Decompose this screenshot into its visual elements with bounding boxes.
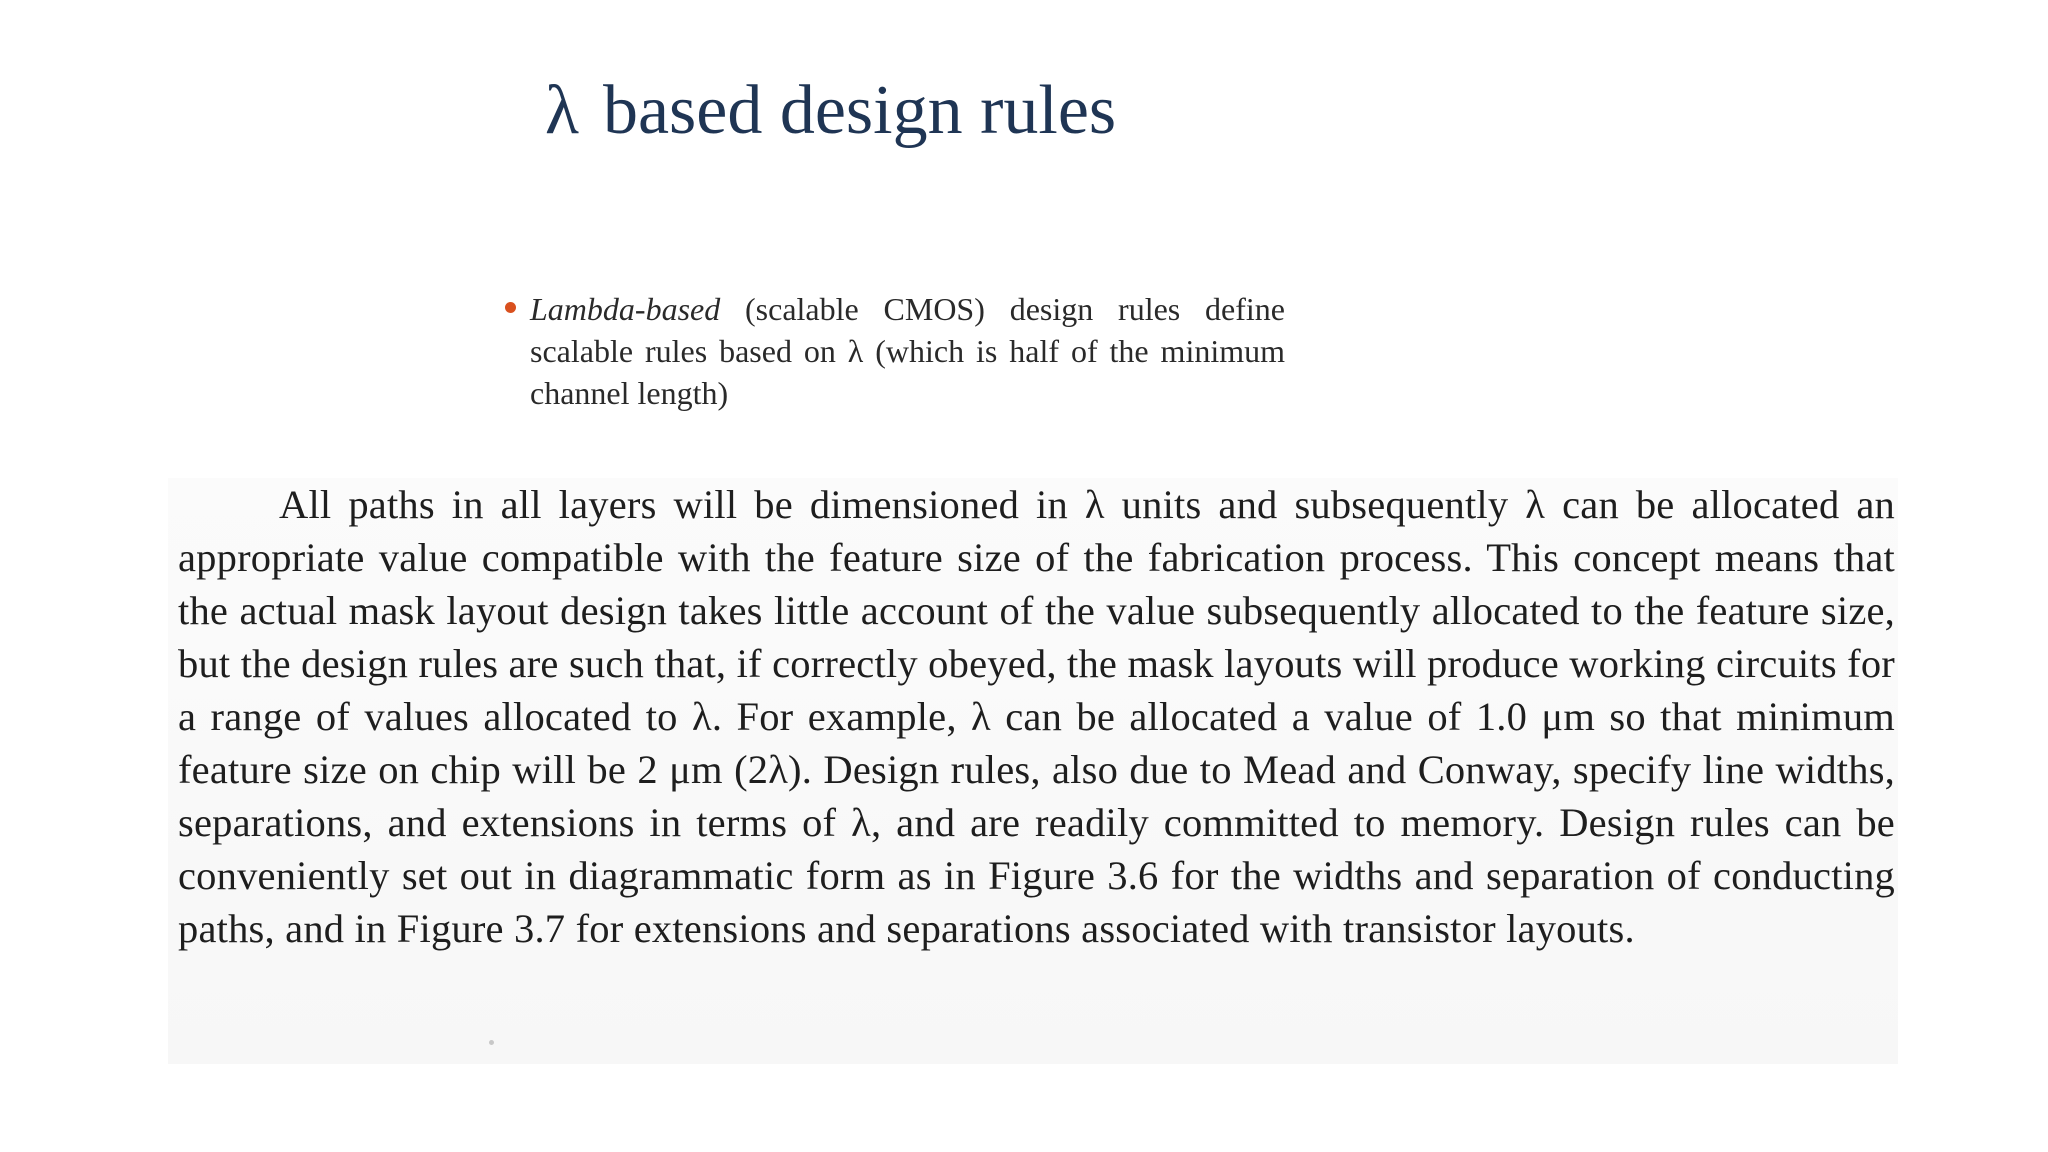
bullet-dot-icon — [505, 302, 516, 313]
lambda-symbol: λ — [545, 72, 579, 149]
bullet-italic-lead: Lambda-based — [530, 291, 721, 327]
bullet-rest-text: (scalable CMOS) design rules define scalable rules based on λ (which is half of the minimum channel length) — [530, 291, 1285, 411]
slide-title — [545, 66, 1116, 156]
scan-speck — [489, 1040, 494, 1045]
scanned-excerpt-paragraph: All paths in all layers will be dimensioned in λ units and subsequently λ can be allocated an appropriate value compatible with the feature size of the fabrication process. This concept means that the actual mask layout design takes little account of the value subsequently allocated to the feature size, but the design rules are such that, if correctly obeyed, the mask layouts will produce working circuits for a range of values allocated to λ. For example, λ can be allocated a value of 1.0 μm so that minimum feature size on chip will be 2 μm (2λ). Design rules, also due to Mead and Conway, specify line widths, separations, and extensions in terms of λ, and are readily committed to memory. Design rules can be conveniently set out in diagrammatic form as in Figure 3.6 for the widths and separation of conducting paths, and in Figure 3.7 for extensions and separations associated with transistor layouts. — [178, 482, 1895, 951]
title-text: based design rules — [602, 72, 1117, 149]
bullet-text — [530, 288, 1285, 414]
